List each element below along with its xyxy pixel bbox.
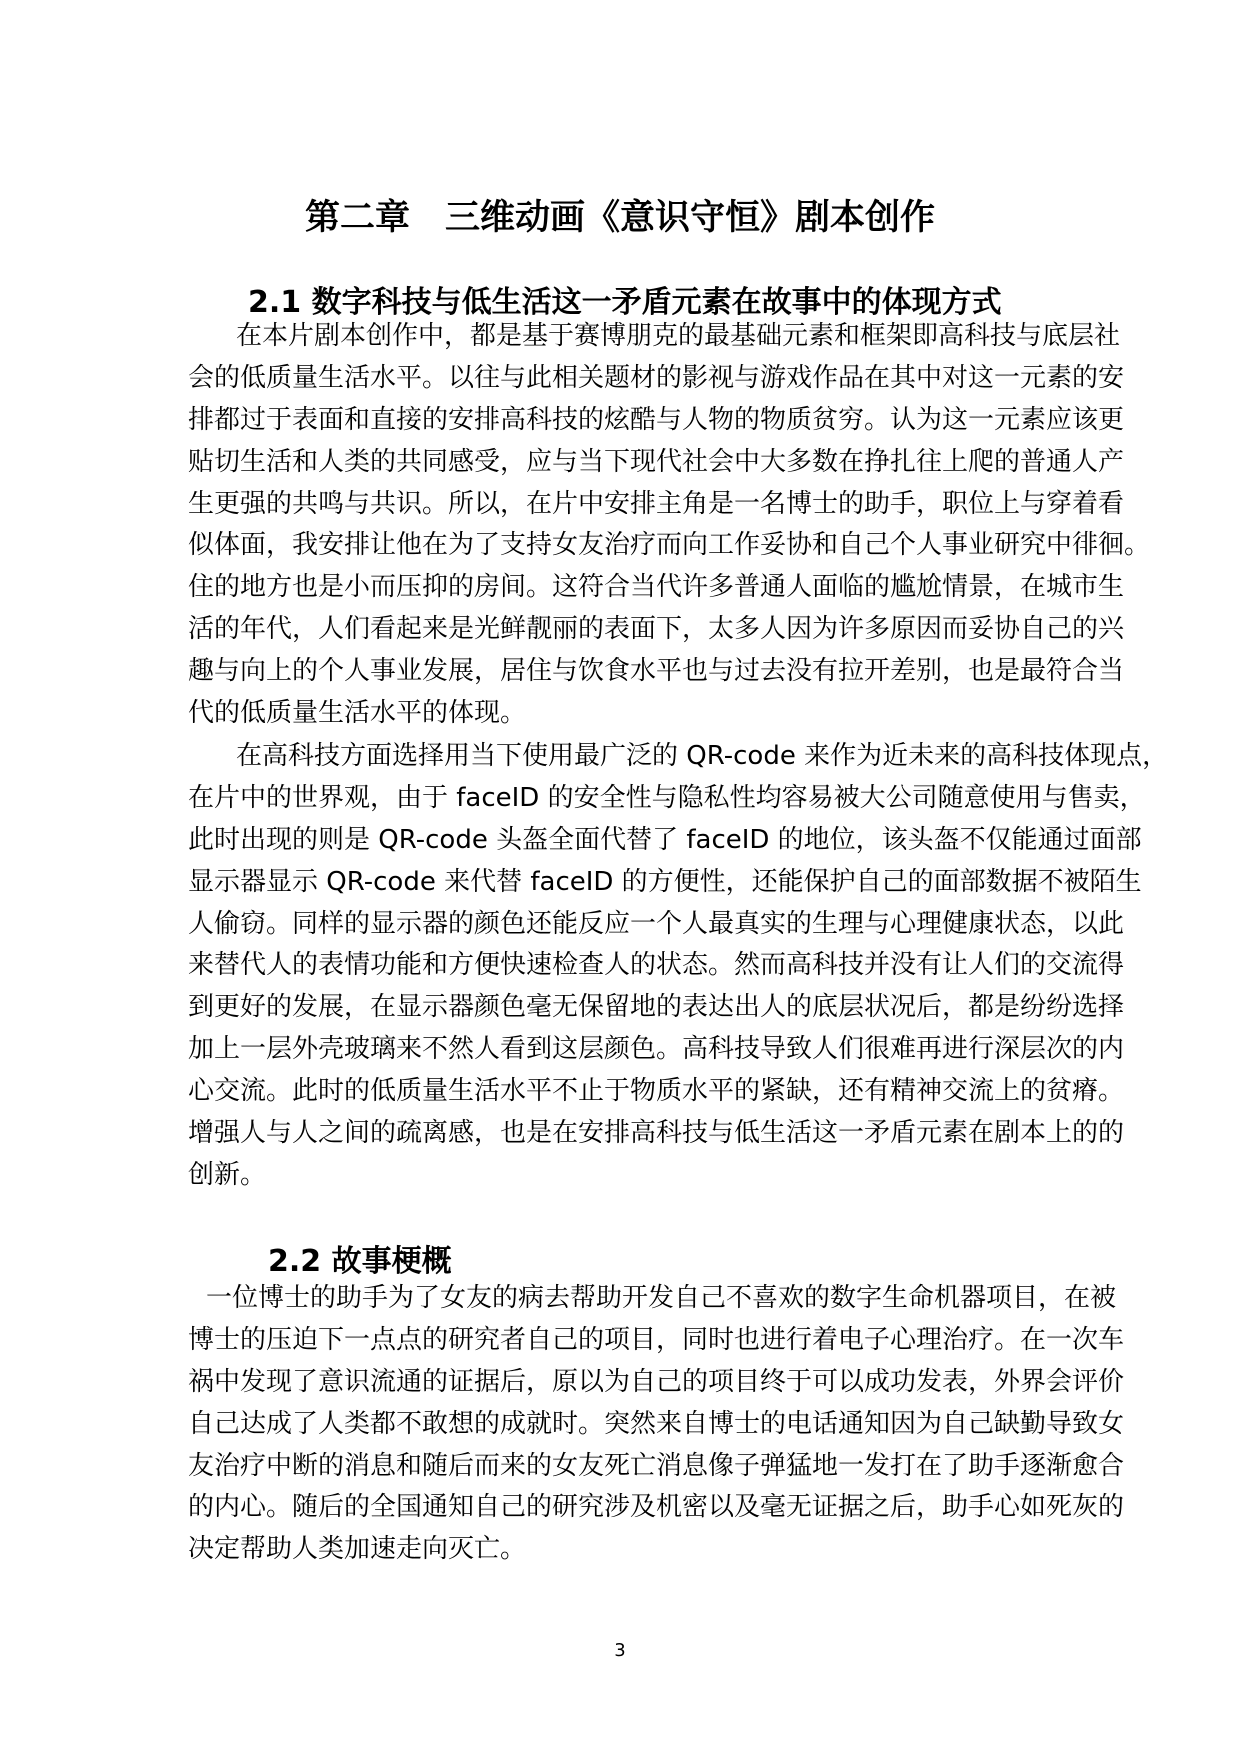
- paragraph-line: 的内心。随后的全国通知自己的研究涉及机密以及毫无证据之后，助手心如死灰的: [188, 1492, 1125, 1523]
- paragraph-line: 人偷窃。同样的显示器的颜色还能反应一个人最真实的生理与心理健康状态，以此: [188, 908, 1125, 939]
- paragraph-line: 来替代人的表情功能和方便快速检查人的状态。然而高科技并没有让人们的交流得: [188, 950, 1125, 981]
- paragraph-line: 心交流。此时的低质量生活水平不止于物质水平的紧缺，还有精神交流上的贫瘠。: [188, 1076, 1125, 1107]
- paragraph-line: 此时出现的则是 QR-code 头盔全面代替了 faceID 的地位，该头盔不仅能通过面部: [188, 824, 1142, 855]
- paragraph-line: 创新。: [188, 1159, 267, 1190]
- paragraph-line: 趣与向上的个人事业发展，居住与饮食水平也与过去没有拉开差别，也是最符合当: [188, 656, 1125, 687]
- paragraph-line: 排都过于表面和直接的安排高科技的炫酷与人物的物质贫穷。认为这一元素应该更: [188, 404, 1125, 435]
- paragraph-line: 似体面，我安排让他在为了支持女友治疗而向工作妥协和自己个人事业研究中徘徊。: [188, 530, 1151, 561]
- paragraph-line: 显示器显示 QR-code 来代替 faceID 的方便性，还能保护自己的面部数据不被陌生: [188, 866, 1142, 897]
- paragraph-line: 增强人与人之间的疏离感，也是在安排高科技与低生活这一矛盾元素在剧本上的的: [188, 1118, 1125, 1149]
- paragraph-line: 在片中的世界观，由于 faceID 的安全性与隐私性均容易被大公司随意使用与售卖，: [188, 782, 1146, 813]
- paragraph-line: 自己达成了人类都不敢想的成就时。突然来自博士的电话通知因为自己缺勤导致女: [188, 1408, 1125, 1439]
- paragraph-line: 一位博士的助手为了女友的病去帮助开发自己不喜欢的数字生命机器项目，在被: [206, 1283, 1117, 1313]
- paragraph-line: 生更强的共鸣与共识。所以，在片中安排主角是一名博士的助手，职位上与穿着看: [188, 488, 1125, 519]
- paragraph-line: 在高科技方面选择用当下使用最广泛的 QR-code 来作为近未来的高科技体现点，: [236, 741, 1169, 771]
- paragraph: [188, 1278, 1125, 1571]
- paragraph-line: 博士的压迫下一点点的研究者自己的项目，同时也进行着电子心理治疗。在一次车: [188, 1324, 1125, 1355]
- paragraph-line: 决定帮助人类加速走向灭亡。: [188, 1534, 527, 1565]
- paragraph-line: 活的年代，人们看起来是光鲜靓丽的表面下，太多人因为许多原因而妥协自己的兴: [188, 614, 1125, 645]
- section-2-heading: 2.2 故事梗概: [268, 1244, 452, 1279]
- page-number: 3: [614, 1640, 626, 1661]
- paragraph-line: 会的低质量生活水平。以往与此相关题材的影视与游戏作品在其中对这一元素的安: [188, 362, 1125, 393]
- paragraph-line: 代的低质量生活水平的体现。: [188, 698, 527, 729]
- paragraph-line: 友治疗中断的消息和随后而来的女友死亡消息像子弹猛地一发打在了助手逐渐愈合: [188, 1450, 1125, 1481]
- paragraph-line: 到更好的发展，在显示器颜色毫无保留地的表达出人的底层状况后，都是纷纷选择: [188, 992, 1125, 1023]
- paragraph: [188, 736, 1169, 1197]
- section-1-heading: 2.1 数字科技与低生活这一矛盾元素在故事中的体现方式: [248, 285, 1002, 320]
- paragraph-line: 加上一层外壳玻璃来不然人看到这层颜色。高科技导致人们很难再进行深层次的内: [188, 1034, 1125, 1065]
- chapter-title: 第二章 三维动画《意识守恒》剧本创作: [304, 198, 935, 238]
- paragraph-line: 祸中发现了意识流通的证据后，原以为自己的项目终于可以成功发表，外界会评价: [188, 1366, 1125, 1397]
- paragraph: [188, 316, 1151, 735]
- paragraph-line: 贴切生活和人类的共同感受，应与当下现代社会中大多数在挣扎往上爬的普通人产: [188, 446, 1125, 477]
- paragraph-line: 在本片剧本创作中，都是基于赛博朋克的最基础元素和框架即高科技与底层社: [236, 321, 1121, 351]
- paragraph-line: 住的地方也是小而压抑的房间。这符合当代许多普通人面临的尴尬情景，在城市生: [188, 572, 1125, 603]
